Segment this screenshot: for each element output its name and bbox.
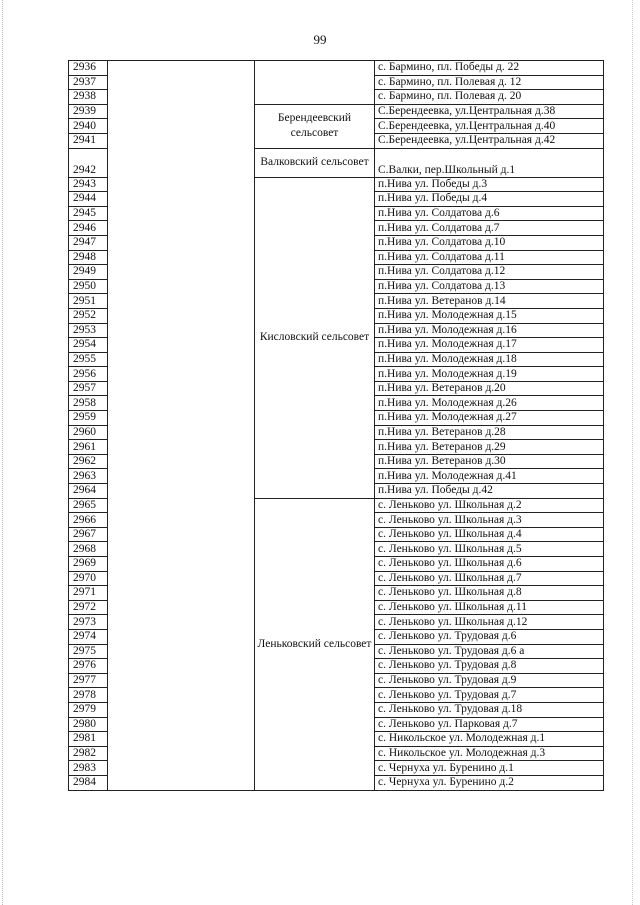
row-number: 2950 [69,279,108,294]
row-number: 2983 [69,761,108,776]
row-number: 2954 [69,338,108,353]
address-cell: п.Нива ул. Ветеранов д.20 [375,381,604,396]
row-number: 2980 [69,717,108,732]
table-row [69,61,604,76]
row-number: 2966 [69,513,108,528]
address-cell: с. Леньково ул. Трудовая д.6 а [375,644,604,659]
address-cell: п.Нива ул. Солдатова д.10 [375,235,604,250]
row-number: 2961 [69,440,108,455]
address-cell: с. Леньково ул. Трудовая д.18 [375,702,604,717]
row-number: 2937 [69,75,108,90]
address-cell: п.Нива ул. Победы д.4 [375,192,604,207]
address-cell: с. Леньково ул. Трудовая д.7 [375,688,604,703]
address-cell: п.Нива ул. Ветеранов д.30 [375,454,604,469]
council-cell: Кисловский сельсовет [255,177,375,498]
address-cell: п.Нива ул. Ветеранов д.29 [375,440,604,455]
row-number: 2974 [69,629,108,644]
address-cell: с. Бармино, пл. Полевая д. 20 [375,90,604,105]
address-cell: п.Нива ул. Молодежная д.16 [375,323,604,338]
address-cell: п.Нива ул. Солдатова д.13 [375,279,604,294]
address-cell: С.Берендеевка, ул.Центральная д.42 [375,133,604,148]
address-cell: п.Нива ул. Молодежная д.27 [375,411,604,426]
row-number: 2942 [69,148,108,177]
row-number: 2979 [69,702,108,717]
address-cell: п.Нива ул. Молодежная д.26 [375,396,604,411]
address-cell: с. Леньково ул. Школьная д.4 [375,527,604,542]
row-number: 2936 [69,61,108,76]
address-cell: с. Леньково ул. Школьная д.12 [375,615,604,630]
row-number: 2957 [69,381,108,396]
row-number: 2973 [69,615,108,630]
address-cell: с. Чернуха ул. Буренино д.2 [375,775,604,790]
address-cell: с. Леньково ул. Школьная д.3 [375,513,604,528]
row-number: 2975 [69,644,108,659]
address-cell: с. Леньково ул. Трудовая д.6 [375,629,604,644]
council-cell [255,61,375,105]
row-number: 2956 [69,367,108,382]
row-number: 2944 [69,192,108,207]
row-number: 2940 [69,119,108,134]
row-number: 2977 [69,673,108,688]
row-number: 2955 [69,352,108,367]
address-cell: с. Леньково ул. Школьная д.7 [375,571,604,586]
address-cell: с. Леньково ул. Школьная д.5 [375,542,604,557]
address-cell: с. Никольское ул. Молодежная д.1 [375,732,604,747]
row-number: 2941 [69,133,108,148]
council-cell: Берендеевский сельсовет [255,104,375,148]
address-cell: с. Леньково ул. Школьная д.8 [375,586,604,601]
address-cell: с. Леньково ул. Парковая д.7 [375,717,604,732]
row-number: 2978 [69,688,108,703]
row-number: 2943 [69,177,108,192]
address-cell: с. Бармино, пл. Победы д. 22 [375,61,604,76]
row-number: 2984 [69,775,108,790]
row-number: 2938 [69,90,108,105]
row-number: 2982 [69,746,108,761]
row-number: 2958 [69,396,108,411]
row-number: 2953 [69,323,108,338]
address-cell: с. Леньково ул. Школьная д.2 [375,498,604,513]
address-cell: п.Нива ул. Солдатова д.6 [375,206,604,221]
address-cell: с. Леньково ул. Школьная д.11 [375,600,604,615]
address-cell: п.Нива ул. Солдатова д.11 [375,250,604,265]
address-cell: с. Леньково ул. Школьная д.6 [375,557,604,572]
row-number: 2971 [69,586,108,601]
address-cell: п.Нива ул. Победы д.42 [375,484,604,499]
address-cell: п.Нива ул. Молодежная д.41 [375,469,604,484]
address-cell: п.Нива ул. Молодежная д.19 [375,367,604,382]
row-number: 2949 [69,265,108,280]
address-cell: с. Бармино, пл. Полевая д. 12 [375,75,604,90]
row-number: 2965 [69,498,108,513]
page-edge-left [2,0,3,905]
row-number: 2946 [69,221,108,236]
address-cell: с. Леньково ул. Трудовая д.9 [375,673,604,688]
row-number: 2964 [69,484,108,499]
row-number: 2967 [69,527,108,542]
address-cell: С.Берендеевка, ул.Центральная д.40 [375,119,604,134]
row-number: 2945 [69,206,108,221]
page-edge-right [632,0,633,905]
row-number: 2959 [69,411,108,426]
address-cell: п.Нива ул. Ветеранов д.28 [375,425,604,440]
council-cell: Леньковский сельсовет [255,498,375,790]
row-number: 2962 [69,454,108,469]
row-number: 2939 [69,104,108,119]
address-cell: с. Никольское ул. Молодежная д.3 [375,746,604,761]
address-table [68,60,604,791]
row-number: 2960 [69,425,108,440]
council-cell: Валковский сельсовет [255,148,375,177]
row-number: 2952 [69,308,108,323]
page-number: 99 [313,32,327,47]
address-cell: п.Нива ул. Солдатова д.12 [375,265,604,280]
address-cell: С.Берендеевка, ул.Центральная д.38 [375,104,604,119]
row-number: 2969 [69,557,108,572]
row-number: 2968 [69,542,108,557]
row-number: 2948 [69,250,108,265]
address-cell: п.Нива ул. Ветеранов д.14 [375,294,604,309]
row-number: 2976 [69,659,108,674]
address-cell: с. Чернуха ул. Буренино д.1 [375,761,604,776]
address-cell: с. Леньково ул. Трудовая д.8 [375,659,604,674]
district-cell [108,61,255,791]
row-number: 2951 [69,294,108,309]
address-cell: п.Нива ул. Солдатова д.7 [375,221,604,236]
row-number: 2963 [69,469,108,484]
address-cell: п.Нива ул. Молодежная д.15 [375,308,604,323]
row-number: 2972 [69,600,108,615]
address-cell: п.Нива ул. Победы д.3 [375,177,604,192]
row-number: 2947 [69,235,108,250]
address-cell: С.Валки, пер.Школьный д.1 [375,148,604,177]
row-number: 2981 [69,732,108,747]
address-cell: п.Нива ул. Молодежная д.17 [375,338,604,353]
row-number: 2970 [69,571,108,586]
address-cell: п.Нива ул. Молодежная д.18 [375,352,604,367]
